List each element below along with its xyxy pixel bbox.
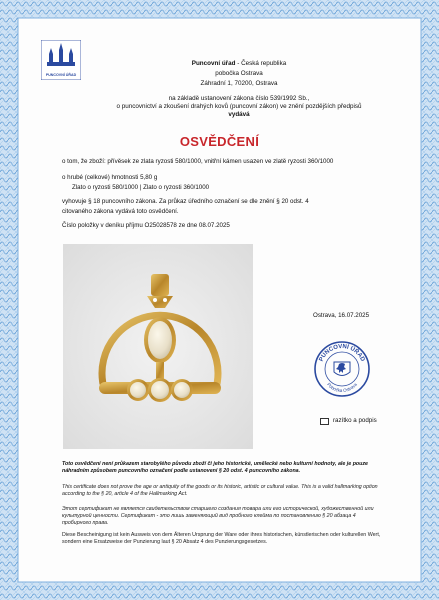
compliance-line-1: vyhovuje § 18 puncovního zákona. Za průkaz úředního označení se dle znění § 20 odst. 4 xyxy=(62,198,309,205)
header-issues: vydává xyxy=(228,111,250,118)
footer-de: Diese Bescheinigung ist kein Ausweis von dem Älteren Ursprung der Ware oder ihres historischen, künstlerischen oder kulturellen Wert, sondern eine Ersatzweise der Punzierung laut § 20 Absatz 4 des Punzierungsgesetzes. xyxy=(62,532,381,545)
pendant-photo xyxy=(63,244,253,449)
svg-text:PUNCOVNÍ ÚŘAD xyxy=(319,343,366,363)
compliance-line-2: citovaného zákona vydává toto osvědčení. xyxy=(62,208,179,215)
stamp-top-text: PUNCOVNÍ ÚŘAD xyxy=(318,343,366,363)
header-org xyxy=(80,60,398,68)
header-address: Záhradní 1, 70200, Ostrava xyxy=(200,80,278,87)
header-basis-1: na základě ustanovení zákona číslo 539/1992 Sb., xyxy=(168,95,310,102)
footer-cz: Toto osvědčení není průkazem starobylého původu zboží či jeho historické, umělecké nebo kulturní hodnoty, ale je pouze náhradním způsobem puncovního označení podle ustanovení § 20 odst. 4 puncovního zákona. xyxy=(62,461,368,474)
header-basis-2: o puncovnictví a zkoušení drahých kovů (puncovní zákon) ve znění pozdějších předpisů xyxy=(116,103,362,110)
fineness-line: Zlato o ryzosti 580/1000 | Zlato o ryzosti 360/1000 xyxy=(72,184,210,191)
reference-line: Číslo položky v deníku příjmu O25028578 ze dne 08.07.2025 xyxy=(62,222,230,229)
stamp-bottom-text: Pobočka Ostrava xyxy=(326,381,358,394)
certificate-title: OSVĚDČENÍ xyxy=(179,134,260,149)
svg-text:Pobočka Ostrava xyxy=(326,382,358,393)
signature-box xyxy=(320,418,329,425)
header-branch: pobočka Ostrava xyxy=(215,70,263,77)
weight-line: o hrubé (celkové) hmotnosti 5,80 g xyxy=(62,174,158,181)
signature-label: razítko a podpis xyxy=(333,417,377,424)
logo-text: PUNCOVNÍ ÚŘAD xyxy=(45,73,77,77)
org-suffix: - Česká republika xyxy=(235,60,287,67)
item-description: o tom, že zboží: přívěsek ze zlata ryzosti 580/1000, vnitřní kámen usazen ve zlatě ryzosti 360/1000 xyxy=(62,158,334,165)
footer-en: This certificate does not prove the age or antiquity of the goods or its historic, artistic or cultural value. This is a valid hallmarking option according to the § 20, article 4 of the Hallmarking Act. xyxy=(62,484,378,497)
official-stamp xyxy=(313,340,371,398)
eagle-emblem-icon xyxy=(334,362,350,376)
place-date: Ostrava, 16.07.2025 xyxy=(313,312,370,319)
org-name: Puncovní úřad xyxy=(191,60,236,67)
footer-ru: Этот сертификат не является свидетельством старшего создания товара или его исторической, художественной или культурной ценности. Сертификат - это лишь заменяющий вид пробного клейма по постановлению § 20 абзаца 4 пробирного права. xyxy=(62,506,374,526)
